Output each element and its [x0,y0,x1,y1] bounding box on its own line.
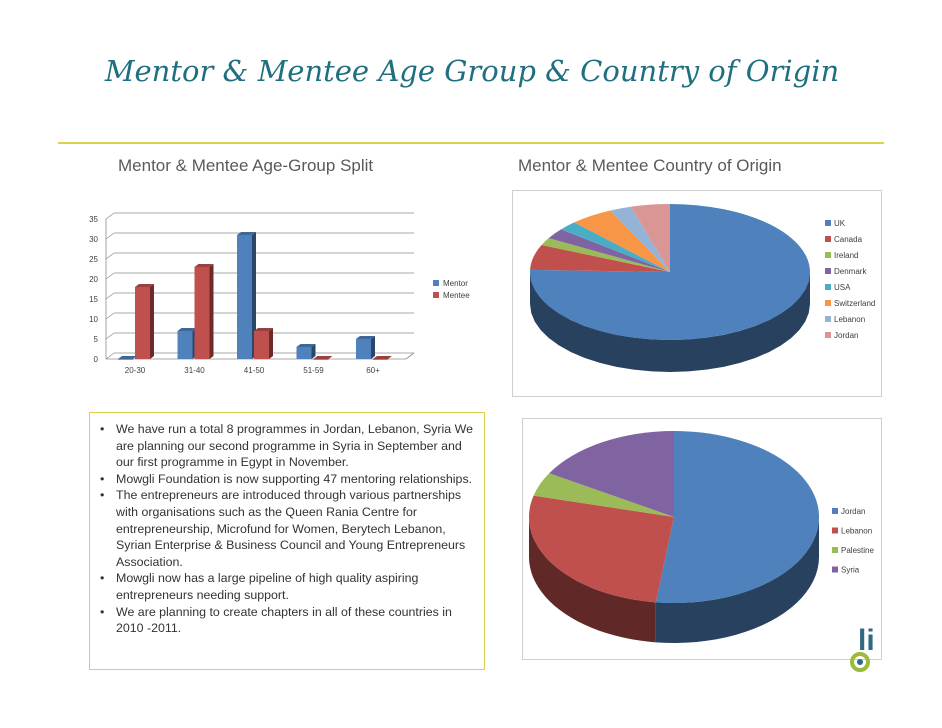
legend-swatch [433,280,439,286]
mentee-bar-side [210,264,214,359]
mentee-bar-top [373,356,392,359]
grid-line [106,353,114,359]
y-tick-label: 25 [89,255,98,264]
summary-bullet-list [90,413,484,637]
x-tick-label: 60+ [366,366,380,375]
grid-line [106,233,114,239]
grid-line [106,213,114,219]
legend-swatch [433,292,439,298]
floor-edge [406,353,414,359]
age-panel-title: Mentor & Mentee Age-Group Split [118,156,374,175]
legend-swatch [832,547,838,553]
x-tick-label: 41-50 [243,366,265,375]
legend-swatch [825,252,831,258]
x-tick-label: 51-59 [303,366,324,375]
legend-swatch [825,300,831,306]
legend-label: Jordan [841,507,866,516]
x-tick-label: 20-30 [124,366,146,375]
mentor-bar-side [371,336,375,359]
legend-label: Syria [841,565,860,575]
mentee-bar-side [269,328,273,359]
grid-line [106,253,114,259]
programme-summary-box [89,412,485,670]
mentee-bar [135,287,150,359]
legend-swatch [825,316,831,322]
legend-label: Ireland [834,251,859,260]
bullet-item: • We are planning to create chapters in all of these countries in 2010 -2011. [98,604,478,637]
mentee-bar-top [314,356,333,359]
grid-line [106,293,114,299]
programme-country-pie-chart [522,418,880,658]
mentee-bar [373,359,388,360]
mentee-bar-side [150,284,154,359]
mentor-bar [118,359,133,360]
y-tick-label: 30 [89,235,98,244]
mowgli-logo [842,612,888,676]
bullet-item: • Mowgli Foundation is now supporting 47 mentoring relationships. [98,471,478,488]
legend-swatch [832,567,838,573]
legend-swatch [825,284,831,290]
logo-text: li [858,624,875,657]
mentee-bar [314,359,329,360]
age-group-bar-chart [80,206,490,386]
grid-line [106,313,114,319]
mentor-bar [237,235,252,359]
y-tick-label: 15 [89,295,98,304]
y-tick-label: 20 [89,275,98,284]
legend-label: Mentee [443,291,470,300]
page-title: Mentor & Mentee Age Group & Country of Origin [104,54,840,88]
grid-line [106,333,114,339]
legend-swatch [832,508,838,514]
legend-label: Switzerland [834,299,876,308]
legend-swatch [825,268,831,274]
y-tick-label: 10 [89,315,98,324]
grid-line [106,273,114,279]
legend-label: Lebanon [841,526,873,536]
y-tick-label: 0 [93,355,98,364]
legend-label: UK [834,219,846,228]
mentor-bar-top [118,356,137,359]
bullet-item: • Mowgli now has a large pipeline of high quality aspiring entrepreneurs needing support. [98,570,478,603]
y-tick-label: 35 [89,215,98,224]
y-tick-label: 5 [93,335,98,344]
mentor-bar [178,331,193,359]
x-tick-label: 31-40 [184,366,205,375]
mentor-bar [356,339,371,359]
bullet-item: • The entrepreneurs are introduced through various partnerships with organisations such as the Queen Rania Centre for entrepreneurship, Microfund for Women, Berytech Lebanon, Syrian Enterprise & Business Council and Young Entrepreneurs Association. [98,487,478,570]
mentee-bar [195,267,210,359]
country-of-origin-pie-chart [512,190,880,395]
logo-mark [842,612,888,676]
mentee-bar [254,331,269,359]
legend-label: Mentor [443,279,468,288]
legend-swatch [825,332,831,338]
legend-label: Denmark [834,267,867,276]
legend-label: Lebanon [834,315,866,324]
legend-label: Jordan [834,331,859,340]
legend-label: Palestine [841,546,874,555]
legend-swatch [832,528,838,534]
country-panel-title: Mentor & Mentee Country of Origin [518,156,782,175]
mentor-bar [297,347,312,359]
legend-label: Canada [834,235,863,244]
legend-swatch [825,236,831,242]
legend-swatch [825,220,831,226]
legend-label: USA [834,283,851,292]
bullet-item: • We have run a total 8 programmes in Jordan, Lebanon, Syria We are planning our second programme in Syria in September and our first programme in Egypt in November. [98,421,478,471]
title-divider [58,142,884,144]
